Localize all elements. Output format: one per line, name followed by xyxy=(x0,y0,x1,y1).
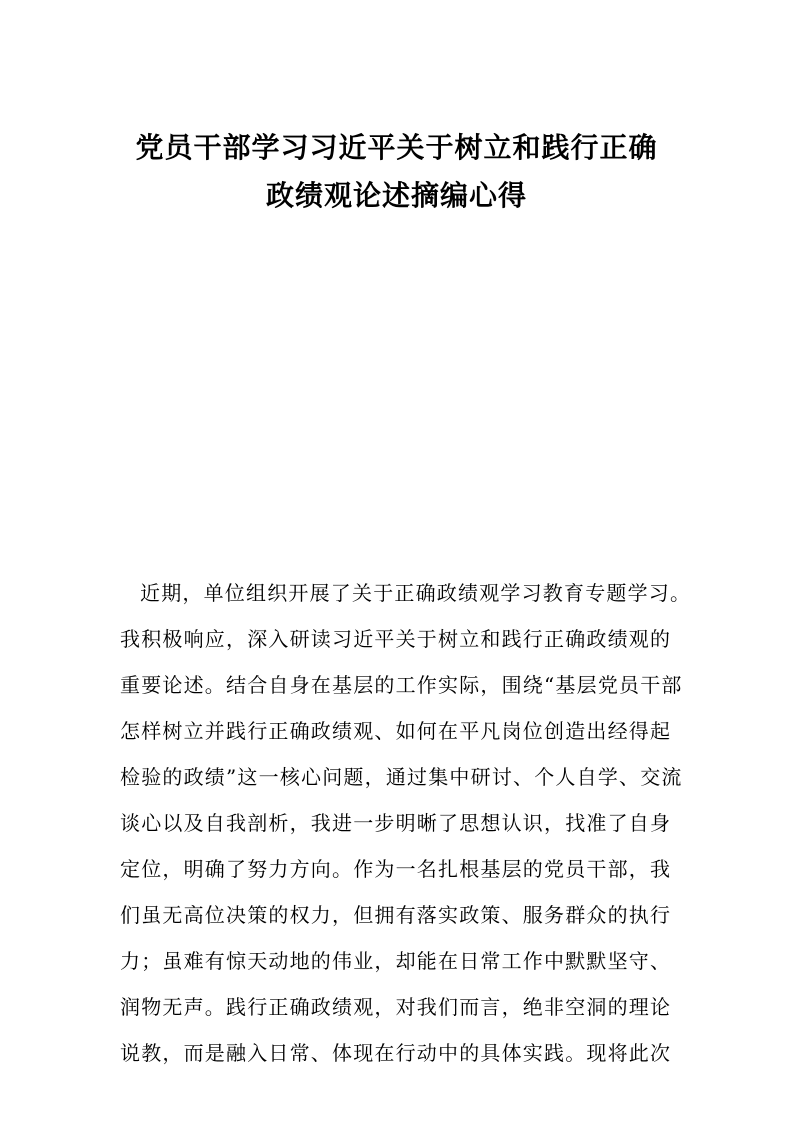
paragraph-line: 们虽无高位决策的权力，但拥有落实政策、服务群众的执行 xyxy=(120,903,672,927)
document-title-line-1: 党员干部学习习近平关于树立和践行正确 xyxy=(135,131,658,164)
paragraph-line: 重要论述。结合自身在基层的工作实际，围绕“基层党员干部 xyxy=(120,673,683,697)
paragraph-line: 说教，而是融入日常、体现在行动中的具体实践。现将此次 xyxy=(120,1041,672,1065)
paragraph-line: 定位，明确了努力方向。作为一名扎根基层的党员干部，我 xyxy=(120,857,672,881)
paragraph-line: 我积极响应，深入研读习近平关于树立和践行正确政绩观的 xyxy=(120,627,672,651)
paragraph-line: 力；虽难有惊天动地的伟业，却能在日常工作中默默坚守、 xyxy=(120,949,672,973)
paragraph-line: 近期，单位组织开展了关于正确政绩观学习教育专题学习。 xyxy=(140,581,692,605)
paragraph-line: 润物无声。践行正确政绩观，对我们而言，绝非空洞的理论 xyxy=(120,995,672,1019)
paragraph-line: 检验的政绩”这一核心问题，通过集中研讨、个人自学、交流 xyxy=(120,765,683,789)
paragraph-line: 怎样树立并践行正确政绩观、如何在平凡岗位创造出经得起 xyxy=(120,719,672,743)
document-title-line-2: 政绩观论述摘编心得 xyxy=(265,179,527,212)
document-body-paragraph xyxy=(120,570,692,1076)
paragraph-line: 谈心以及自我剖析，我进一步明晰了思想认识，找准了自身 xyxy=(120,811,672,835)
